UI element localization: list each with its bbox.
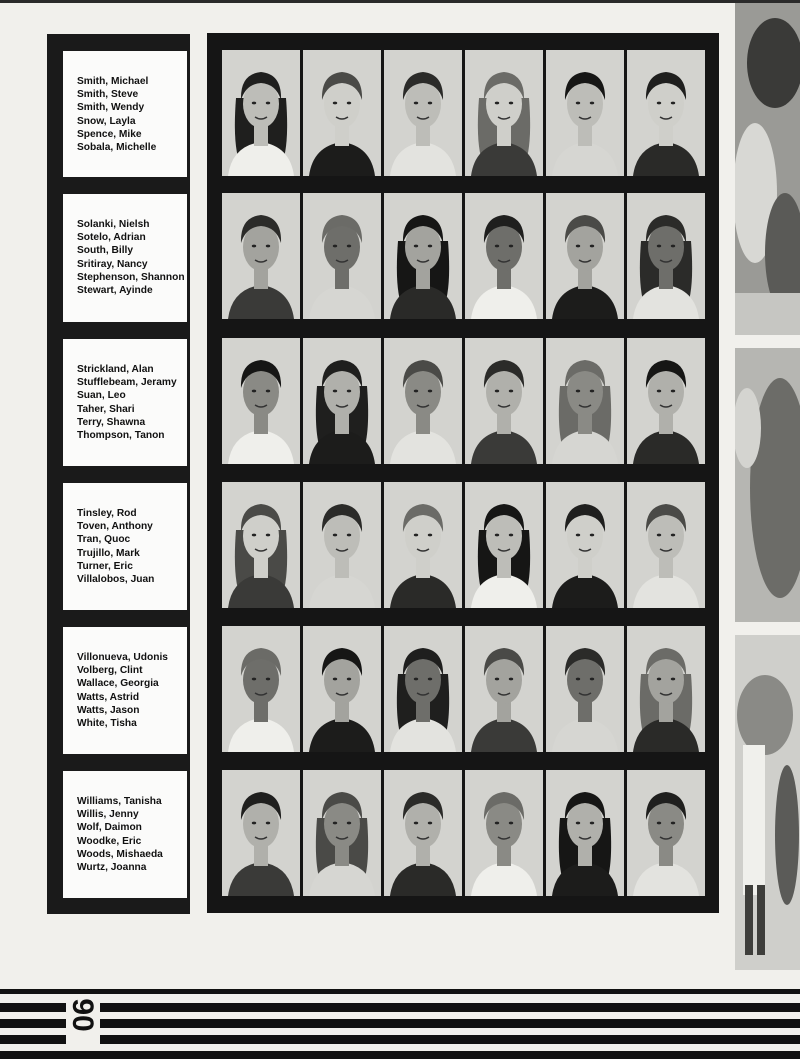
- student-portrait: [222, 626, 300, 752]
- student-name: Watts, Astrid: [77, 691, 140, 703]
- student-name: Stephenson, Shannon: [77, 271, 185, 283]
- portrait-silhouette: [465, 193, 543, 319]
- decorative-stripe: [100, 1003, 800, 1012]
- student-portrait: [627, 193, 705, 319]
- portrait-silhouette: [222, 50, 300, 176]
- page-top-edge: [0, 0, 800, 3]
- student-name: Tran, Quoc: [77, 534, 131, 546]
- portrait-silhouette: [627, 770, 705, 896]
- decorative-stripe: [100, 1035, 800, 1044]
- student-name: Terry, Shawna: [77, 416, 146, 428]
- portrait-silhouette: [303, 482, 381, 608]
- portrait-silhouette: [627, 50, 705, 176]
- student-portrait: [546, 770, 624, 896]
- student-portrait: [465, 338, 543, 464]
- student-name: South, Billy: [77, 245, 134, 257]
- student-name: Stewart, Ayinde: [77, 285, 153, 297]
- portrait-silhouette: [546, 770, 624, 896]
- decorative-stripe: [100, 1019, 800, 1028]
- student-name: Snow, Layla: [77, 115, 136, 127]
- name-column: [47, 34, 190, 914]
- student-name: Spence, Mike: [77, 128, 142, 140]
- candid-photo-top: [735, 3, 800, 335]
- name-box-row-3: [63, 339, 187, 466]
- student-portrait: [222, 50, 300, 176]
- decorative-stripe: [0, 1003, 66, 1012]
- student-portrait: [303, 482, 381, 608]
- student-portrait: [222, 482, 300, 608]
- portrait-silhouette: [546, 338, 624, 464]
- page-number: 90: [66, 998, 99, 1032]
- portrait-silhouette: [303, 770, 381, 896]
- name-box-row-5: [63, 627, 187, 754]
- student-portrait: [384, 338, 462, 464]
- student-name: Thompson, Tanon: [77, 430, 165, 442]
- student-portrait: [222, 193, 300, 319]
- student-portrait: [546, 482, 624, 608]
- student-portrait: [222, 770, 300, 896]
- portrait-silhouette: [384, 50, 462, 176]
- student-portrait: [303, 50, 381, 176]
- student-name: Toven, Anthony: [77, 521, 153, 533]
- portrait-silhouette: [384, 770, 462, 896]
- portrait-grid: [207, 33, 719, 913]
- portrait-silhouette: [384, 482, 462, 608]
- portrait-silhouette: [627, 482, 705, 608]
- portrait-silhouette: [222, 770, 300, 896]
- portrait-silhouette: [222, 338, 300, 464]
- student-portrait: [465, 50, 543, 176]
- student-name: White, Tisha: [77, 718, 137, 730]
- student-name: Smith, Wendy: [77, 102, 145, 114]
- student-portrait: [465, 193, 543, 319]
- name-box-row-1: [63, 51, 187, 177]
- student-name: Sobala, Michelle: [77, 142, 157, 154]
- student-name: Willis, Jenny: [77, 809, 139, 821]
- student-portrait: [303, 338, 381, 464]
- student-portrait: [384, 770, 462, 896]
- portrait-silhouette: [303, 626, 381, 752]
- portrait-silhouette: [465, 50, 543, 176]
- portrait-silhouette: [627, 193, 705, 319]
- student-portrait: [384, 482, 462, 608]
- student-name: Villonueva, Udonis: [77, 652, 168, 663]
- portrait-silhouette: [303, 193, 381, 319]
- portrait-silhouette: [465, 482, 543, 608]
- portrait-silhouette: [222, 626, 300, 752]
- student-portrait: [546, 193, 624, 319]
- student-portrait: [222, 338, 300, 464]
- portrait-silhouette: [222, 482, 300, 608]
- student-portrait: [384, 626, 462, 752]
- student-portrait: [627, 482, 705, 608]
- student-name: Trujillo, Mark: [77, 547, 140, 559]
- portrait-silhouette: [303, 50, 381, 176]
- student-name: Stufflebeam, Jeramy: [77, 377, 177, 389]
- student-name: Wallace, Georgia: [77, 678, 159, 690]
- portrait-silhouette: [546, 50, 624, 176]
- student-name: Sritiray, Nancy: [77, 258, 148, 270]
- portrait-silhouette: [627, 626, 705, 752]
- name-box-row-4: [63, 483, 187, 610]
- student-name: Suan, Leo: [77, 390, 126, 402]
- portrait-silhouette: [384, 193, 462, 319]
- student-name: Sotelo, Adrian: [77, 232, 146, 244]
- portrait-silhouette: [384, 338, 462, 464]
- student-portrait: [465, 770, 543, 896]
- student-name: Wurtz, Joanna: [77, 862, 147, 874]
- student-name: Smith, Steve: [77, 89, 139, 101]
- portrait-silhouette: [465, 626, 543, 752]
- student-name: Taher, Shari: [77, 403, 135, 415]
- student-portrait: [627, 770, 705, 896]
- portrait-silhouette: [627, 338, 705, 464]
- student-name: Wolf, Daimon: [77, 822, 142, 834]
- student-name: Turner, Eric: [77, 560, 133, 572]
- student-portrait: [627, 50, 705, 176]
- student-name: Woods, Mishaeda: [77, 848, 163, 860]
- decorative-stripe: [0, 1051, 800, 1059]
- student-name: Strickland, Alan: [77, 364, 154, 375]
- portrait-silhouette: [303, 338, 381, 464]
- portrait-silhouette: [465, 770, 543, 896]
- student-portrait: [546, 626, 624, 752]
- portrait-silhouette: [546, 482, 624, 608]
- name-box-row-6: [63, 771, 187, 898]
- student-portrait: [627, 338, 705, 464]
- portrait-silhouette: [465, 338, 543, 464]
- student-portrait: [303, 193, 381, 319]
- student-portrait: [465, 482, 543, 608]
- student-portrait: [303, 626, 381, 752]
- decorative-stripe: [0, 989, 800, 994]
- student-name: Woodke, Eric: [77, 835, 142, 847]
- student-portrait: [465, 626, 543, 752]
- student-portrait: [384, 193, 462, 319]
- portrait-silhouette: [384, 626, 462, 752]
- candid-photo-middle: [735, 348, 800, 622]
- student-name: Villalobos, Juan: [77, 574, 155, 586]
- portrait-silhouette: [546, 626, 624, 752]
- student-name: Tinsley, Rod: [77, 508, 137, 519]
- student-portrait: [384, 50, 462, 176]
- student-name: Volberg, Clint: [77, 665, 143, 677]
- student-portrait: [546, 50, 624, 176]
- student-name: Williams, Tanisha: [77, 796, 162, 807]
- student-portrait: [546, 338, 624, 464]
- portrait-silhouette: [222, 193, 300, 319]
- decorative-stripe: [0, 1019, 66, 1028]
- student-portrait: [303, 770, 381, 896]
- decorative-stripe: [0, 1035, 66, 1044]
- candid-photo-bottom: [735, 635, 800, 970]
- student-portrait: [627, 626, 705, 752]
- student-name: Smith, Michael: [77, 76, 149, 87]
- name-box-row-2: [63, 194, 187, 322]
- portrait-silhouette: [546, 193, 624, 319]
- student-name: Solanki, Nielsh: [77, 219, 150, 230]
- student-name: Watts, Jason: [77, 704, 140, 716]
